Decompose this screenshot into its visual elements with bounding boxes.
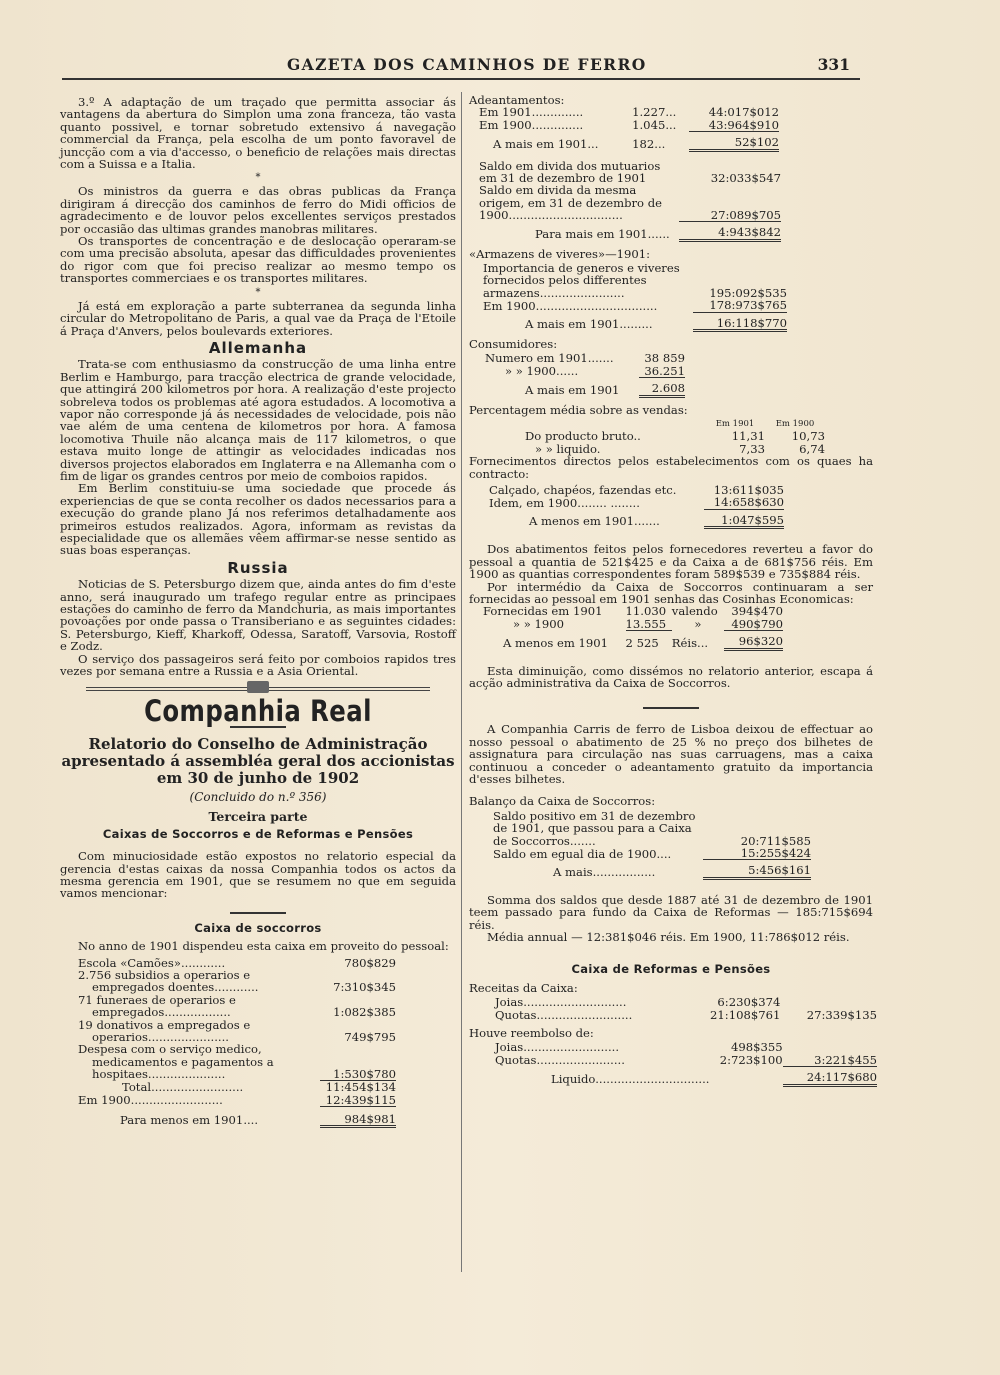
row-label: Quotas.......................... xyxy=(495,1007,633,1022)
row-count: 13.555 xyxy=(625,616,667,631)
row-label: Do producto bruto.. xyxy=(525,429,641,444)
expenses-table xyxy=(78,957,396,1129)
row-label: Saldo positivo em 31 de dezembro de 1901, que passou para a Caixa de Soccorros....... xyxy=(493,808,696,848)
saldo-table xyxy=(479,160,781,242)
row-value: 36.251 xyxy=(644,363,685,378)
column-divider xyxy=(461,92,462,1272)
page-number: 331 xyxy=(817,55,850,74)
row-value: 38 859 xyxy=(644,351,685,366)
row-value: 43:964$910 xyxy=(708,117,779,132)
table-row xyxy=(479,222,781,240)
table-row xyxy=(78,969,396,994)
paragraph: Esta diminuição, como dissémos no relatorio anterior, escapa á acção administrativa da Caixa de Soccorros. xyxy=(469,663,873,690)
paragraph: Já está em exploração a parte subterranea da segunda linha circular do Metropolitano de Paris, a qual vae da Praça de l'Etoile á Praça d'Anvers, pelos boulevards exteriores. xyxy=(60,298,456,338)
row-label: Em 1900................................. xyxy=(483,298,658,313)
row-value: 44:017$012 xyxy=(708,105,779,120)
table-row xyxy=(495,1041,877,1053)
row-label: Quotas........................ xyxy=(495,1053,625,1068)
subsection-title: Caixa de soccorros xyxy=(194,920,322,935)
row-count: 11.030 xyxy=(625,604,667,619)
fornecimentos-table xyxy=(489,484,784,529)
adiant-title: Adeantamentos: xyxy=(469,93,565,107)
row-total xyxy=(780,996,877,1008)
adeantamentos-table xyxy=(479,106,779,151)
row-total xyxy=(783,1041,877,1053)
paragraph: Os transportes de concentração e de deslocação operaram-se com uma precisão absoluta, apesar das difficuldades provenientes do rigor com que foi preciso realizar ao mesmo tempo os transportes commerciaes e os transportes militares. xyxy=(60,234,456,286)
row-total: 3:221$455 xyxy=(814,1052,877,1067)
em1900-value: 12:439$115 xyxy=(325,1092,396,1107)
expense-value: 7:310$345 xyxy=(333,980,396,995)
balanco-title: Balanço da Caixa de Soccorros: xyxy=(469,794,656,809)
paragraph: Por intermédio da Caixa de Soccorros continuaram a ser fornecidas ao pessoal em 1901 senhas das Cosinhas Economicas: xyxy=(469,579,873,606)
row-value: 16:118$770 xyxy=(693,312,787,330)
right-column xyxy=(469,93,877,1087)
menos-value: 984$981 xyxy=(320,1106,396,1126)
report-title: Relatorio do Conselho de Administração apresentado á assembléa geral dos accionistas em 30 de junho de 1902 xyxy=(61,734,455,787)
consumidores-table xyxy=(485,352,685,397)
row-label: Para mais em 1901...... xyxy=(535,226,670,241)
percentagem-table xyxy=(525,418,825,455)
col-header: Em 1900 xyxy=(775,419,815,430)
table-row xyxy=(483,631,783,649)
table-row xyxy=(495,1067,877,1085)
paragraph: A Companhia Carris de ferro de Lisboa deixou de effectuar ao nosso pessoal o abatimento de 25 % no preço dos bilhetes de assignatura para circulação nas suas carruagens, mas a caixa continuou a conceder o adeantamento gratuito da importancia d'esses bilhetes. xyxy=(469,722,873,786)
row-mid: Réis... xyxy=(671,635,709,650)
reembolso-table xyxy=(495,1041,877,1086)
table-row xyxy=(479,106,779,118)
row-value: 96$320 xyxy=(724,631,783,649)
row-label: Idem, em 1900........ ........ xyxy=(489,495,640,510)
table-row xyxy=(479,132,779,150)
subsection-title: Caixas de Soccorros e de Reformas e Pensões xyxy=(102,826,414,841)
row-label: A mais em 1901... xyxy=(493,136,599,151)
row-value: 14:658$630 xyxy=(713,495,784,510)
table-row xyxy=(479,160,781,185)
table-row xyxy=(479,119,779,132)
row-value: 1:047$595 xyxy=(704,509,784,527)
continued-note: (Concluido do n.º 356) xyxy=(189,789,327,804)
em1900-label: Em 1900......................... xyxy=(78,1093,223,1107)
table-row xyxy=(495,996,877,1008)
row-count: 1.227... xyxy=(632,105,677,120)
left-column xyxy=(60,96,456,1128)
table-row xyxy=(78,1106,396,1126)
section-heading-russia: Russia xyxy=(227,558,289,577)
row-label: Em 1900.............. xyxy=(479,118,584,133)
table-row xyxy=(483,605,783,617)
row-mid: valendo xyxy=(671,604,718,619)
row-label: A mais em 1901......... xyxy=(525,317,653,332)
row-value: 5:456$161 xyxy=(703,860,811,878)
row-mid: » xyxy=(694,617,702,632)
total-label: Total......................... xyxy=(122,1080,244,1095)
expense-value: 780$829 xyxy=(344,955,396,970)
expense-label: 2.756 subsidios a operarios e empregados doentes............ xyxy=(78,967,259,995)
paragraph: Somma dos saldos que desde 1887 até 31 de dezembro de 1901 teem passado para fundo da Caixa de Reformas — 185:715$694 réis. xyxy=(469,892,873,932)
table-row xyxy=(479,184,781,221)
part-title: Terceira parte xyxy=(208,809,308,825)
table-row xyxy=(78,1019,396,1044)
menos-label: Para menos em 1901.... xyxy=(120,1113,259,1128)
expense-label: 71 funeraes de operarios e empregados.................. xyxy=(78,992,236,1020)
paragraph: Noticias de S. Petersburgo dizem que, ainda antes do fim d'este anno, será inaugurado um trafego regular entre as principaes estações do caminho de ferro da Mandchuria, as mais importantes povoações por onde passa o Transiberiano e as seguintes cidades: S. Petersburgo, Kieff, Kharkoff, Odessa, Saratoff, Varsovia, Rostoff e Zodz. xyxy=(60,577,456,654)
table-row xyxy=(525,430,825,442)
table-row xyxy=(483,312,787,330)
col-header: Em 1901 xyxy=(715,419,755,430)
row-value: 15:255$424 xyxy=(740,846,811,860)
table-row xyxy=(485,352,685,364)
row-value: 27:089$705 xyxy=(710,207,781,222)
table-row xyxy=(78,1043,396,1080)
row-value: 13:611$035 xyxy=(713,483,784,498)
reembolso-title: Houve reembolso de: xyxy=(469,1026,594,1041)
row-label: Saldo em divida dos mutuarios em 31 de dezembro de 1901 xyxy=(479,158,661,186)
paragraph: Com minuciosidade estão expostos no relatorio especial da gerencia d'estas caixas da nossa Companhia todos os actos da mesma gerencia em 1901, que se resumem no que em seguida vamos mencionar: xyxy=(60,849,456,901)
subsection-title: Caixa de Reformas e Pensões xyxy=(571,962,771,977)
table-row xyxy=(78,1081,396,1094)
row-label: » » 1900...... xyxy=(505,364,579,379)
table-row xyxy=(493,810,811,847)
paragraph: 3.º A adaptação de um traçado que permitta associar ás vantagens da abertura do Simplon uma zona franceza, tão vasta quanto possivel, e tornar sobretudo extensivo á navegação commercial da França, pela escolha de um ponto favoravel de juncção com a via d'accesso, o beneficio de relações mais directas com a Suissa e a Italia. xyxy=(60,95,456,172)
table-row xyxy=(483,618,783,631)
balanco-table xyxy=(493,810,811,880)
expense-label: Despesa com o serviço medico, medicamentos e pagamentos a hospitaes..................... xyxy=(78,1042,274,1082)
row-label: » » liquido. xyxy=(535,441,601,456)
paragraph: No anno de 1901 dispendeu esta caixa em proveito do pessoal: xyxy=(78,939,449,954)
row-count: 182... xyxy=(632,136,666,151)
row-value: 21:108$761 xyxy=(710,1007,781,1022)
expense-value: 1:530$780 xyxy=(333,1066,396,1081)
row-value: 4:943$842 xyxy=(679,222,781,240)
short-rule xyxy=(643,707,699,709)
row-value: 490$790 xyxy=(731,616,783,631)
row-total: 27:339$135 xyxy=(806,1007,877,1022)
table-row xyxy=(489,496,784,509)
row-label: A menos em 1901....... xyxy=(529,514,660,529)
armazens-table xyxy=(483,262,787,332)
fornecimentos-title: Fornecimentos directos pelos estabelecimentos com os quaes ha contracto: xyxy=(469,454,873,481)
row-value: 178:973$765 xyxy=(709,298,787,313)
table-row xyxy=(483,299,787,312)
row-value: 32:033$547 xyxy=(710,171,781,186)
masthead-title: GAZETA DOS CAMINHOS DE FERRO xyxy=(287,55,647,74)
row-label: Joias............................ xyxy=(495,995,627,1010)
expense-value: 1:082$385 xyxy=(333,1005,396,1020)
locomotive-ornament-icon xyxy=(247,681,269,693)
expense-value: 749$795 xyxy=(344,1029,396,1044)
row-total: 24:117$680 xyxy=(783,1067,877,1085)
row-value: 6:230$374 xyxy=(717,995,781,1010)
paragraph: Dos abatimentos feitos pelos fornecedores reverteu a favor do pessoal a quantia de 521$425 e da Caixa a de 681$756 réis. Em 1900 as quantias correspondentes foram 589$539 e 735$884 réis. xyxy=(469,542,873,582)
row-count: 2 525 xyxy=(626,631,672,649)
receitas-table xyxy=(495,996,877,1021)
row-value: 20:711$585 xyxy=(740,833,811,848)
row-value: 394$470 xyxy=(731,604,783,619)
row-value: 11,31 xyxy=(731,429,765,444)
row-label: Em 1901.............. xyxy=(479,105,584,120)
table-row xyxy=(485,378,685,396)
ornamental-divider xyxy=(86,687,430,691)
row-value: 2.608 xyxy=(639,378,685,396)
paragraph: Média annual — 12:381$046 réis. Em 1900, 11:786$012 réis. xyxy=(487,930,850,945)
row-label: » » 1900 xyxy=(513,617,565,632)
paragraph: Os ministros da guerra e das obras publicas da França dirigiram á direcção dos caminhos de ferro do Midi officios de agradecimento e de louvor pelos excellentes serviços prestados por occasião das ultimas grandes manobras militares. xyxy=(60,184,456,236)
row-label: Joias.......................... xyxy=(495,1040,620,1055)
row-label: A mais em 1901 xyxy=(525,382,620,397)
section-heading-allemanha: Allemanha xyxy=(208,338,308,357)
paragraph: Trata-se com enthusiasmo da construcção de uma linha entre Berlim e Hamburgo, para tracção electrica de grande velocidade, que attingirá 200 kilometros por hora. A realização d'este projecto sobreleva todos os problemas até agora estudados. A locomotiva a vapor não corresponde já ás necessidades de velocidade, pois não vae além de uma centena de kilometros por hora. A famosa locomotiva Thuile não alcança mais de 117 kilometros, o que estava muito longe de attingir as velocidades indicadas nos diversos projectos elaborados em Inglaterra e na Allemanha com o fim de ligar os grandes centros por meio de comboios rapidos. xyxy=(60,357,456,483)
row-label: A menos em 1901 xyxy=(503,635,609,650)
cosinhas-table xyxy=(483,605,783,650)
consumidores-title: Consumidores: xyxy=(469,337,558,351)
table-row xyxy=(483,262,787,299)
table-row xyxy=(78,994,396,1019)
expense-label: 19 donativos a empregados e operarios...................... xyxy=(78,1017,251,1044)
row-label: Saldo em divida da mesma origem, em 31 de dezembro de 1900............................... xyxy=(479,183,662,223)
row-label: A mais................. xyxy=(553,864,656,879)
row-label: Saldo em egual dia de 1900.... xyxy=(493,846,672,861)
row-value: 52$102 xyxy=(689,132,779,150)
row-label: Fornecidas em 1901 xyxy=(483,604,603,619)
row-value: 498$355 xyxy=(731,1040,783,1055)
total-value: 11:454$134 xyxy=(320,1081,396,1094)
percentagem-title: Percentagem média sobre as vendas: xyxy=(469,402,688,417)
row-value: 2:723$100 xyxy=(719,1053,783,1068)
row-count: 1.045... xyxy=(632,118,677,133)
expense-label: Escola «Camões»............ xyxy=(78,955,226,970)
row-label: Calçado, chapéos, fazendas etc. xyxy=(489,483,677,498)
paragraph: O serviço dos passageiros será feito por comboios rapidos tres vezes por semana entre a Russia e a Asia Oriental. xyxy=(60,651,456,679)
table-row xyxy=(78,1094,396,1107)
row-label: Liquido............................... xyxy=(551,1071,710,1086)
table-row xyxy=(495,1054,877,1067)
separator-star: * xyxy=(255,172,261,184)
paragraph: Em Berlim constituiu-se uma sociedade que procede ás experiencias de que se conta recolher os dados necessarios para a execução do grande plano Já nos referimos detalhadamente aos primeiros estudos realizados. Agora, informam as revistas da especialidade que os allemães vêem affirmar-se nesse sentido as suas boas esperanças. xyxy=(60,481,456,558)
armazens-title: «Armazens de viveres»—1901: xyxy=(469,246,651,261)
table-row xyxy=(489,509,784,527)
table-row xyxy=(493,860,811,878)
table-row xyxy=(485,365,685,378)
row-label: Numero em 1901....... xyxy=(485,351,614,366)
separator-star: * xyxy=(255,286,261,298)
header-rule xyxy=(62,78,860,80)
table-row xyxy=(495,1009,877,1021)
table-row xyxy=(493,847,811,860)
row-label: Importancia de generos e viveres fornecidos pelos differentes armazens....................... xyxy=(483,260,680,300)
page-header xyxy=(62,55,862,77)
short-rule xyxy=(230,912,286,914)
row-value: 10,73 xyxy=(791,429,825,444)
row-value: 195:092$535 xyxy=(709,285,787,300)
receitas-title: Receitas da Caixa: xyxy=(469,980,578,995)
company-heading: Companhia Real xyxy=(144,694,372,729)
row-value: 6,74 xyxy=(799,441,825,456)
row-value: 7,33 xyxy=(739,441,765,456)
